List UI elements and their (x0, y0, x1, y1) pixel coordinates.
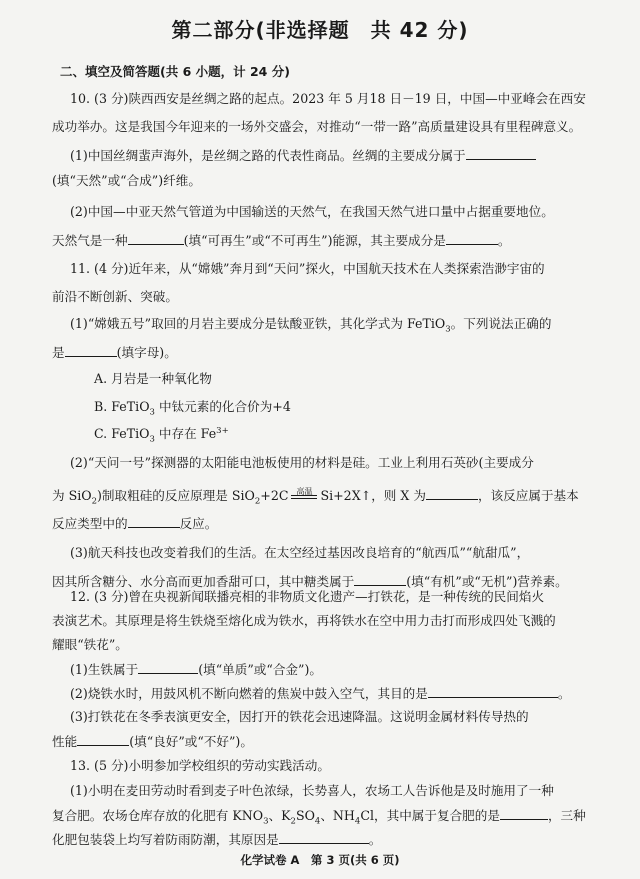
q10-part1-line2: (填“天然”或“合成”)纤维。 (52, 173, 201, 188)
page-title: 第二部分(非选择题 共 42 分) (171, 18, 469, 42)
section-heading: 二、填空及简答题(共 6 小题，计 24 分) (60, 64, 290, 79)
text-run: 3 (263, 816, 269, 827)
answer-blank (428, 684, 558, 698)
text-run: Cl，其中属于复合肥的是 (360, 808, 500, 823)
q12-intro-line1: 12. (3 分)曾在央视新闻联播亮相的非物质文化遗产—打铁花，是一种传统的民间焰火 (70, 589, 545, 604)
q12-intro-line2: 表演艺术。其原理是将生铁烧至熔化成为铁水，再将铁水在空中用力击打而形成四处飞溅的 (52, 613, 556, 628)
q10-intro-line2: 成功举办。这是我国今年迎来的一场外交盛会，对推动“一带一路”高质量建设具有里程碑意义。 (52, 119, 582, 134)
q11-option-a: A. 月岩是一种氧化物 (94, 371, 212, 386)
answer-blank (500, 806, 548, 820)
q10-part1-line1: (1)中国丝绸蜚声海外，是丝绸之路的代表性商品。丝绸的主要成分属于 (70, 146, 630, 165)
q12-part3-line1: (3)打铁花在冬季表演更安全，因打开的铁花会迅速降温。这说明金属材料传导热的 (70, 709, 529, 724)
reaction-condition: 高温 (290, 486, 318, 504)
q11-part2-line1: (2)“天问一号”探测器的太阳能电池板使用的材料是硅。工业上利用石英砂(主要成分 (70, 455, 534, 470)
q13-intro: 13. (5 分)小明参加学校组织的劳动实践活动。 (70, 758, 330, 773)
q10-part2-line2: 天然气是一种 (填“可再生”或“不可再生”)能源，其主要成分是 。 (52, 233, 511, 248)
q10-intro-line1: 10. (3 分)陕西西安是丝绸之路的起点。2023 年 5 月18 日－19 日，中国—中亚峰会在西安 (70, 91, 586, 106)
answer-blank (128, 514, 180, 528)
q13-part1-line2 (52, 806, 612, 825)
q13-part1-line3 (52, 830, 612, 849)
text-run: SO (295, 808, 315, 823)
q10-part2-line1: (2)中国—中亚天然气管道为中国输送的天然气，在我国天然气进口量中占据重要地位。 (70, 204, 554, 219)
q11-part2-line3: 反应类型中的 反应。 (52, 516, 218, 531)
answer-blank (138, 660, 198, 674)
q11-option-b: B. FeTiO$_3$ 中钛元素的化合价为+4 (94, 399, 291, 418)
answer-blank (77, 732, 129, 746)
answer-blank (466, 146, 536, 160)
q11-intro-line2: 前沿不断创新、突破。 (52, 289, 178, 304)
text-run: 复合肥。农场仓库存放的化肥有 KNO (52, 808, 264, 823)
text-run: 化肥包装袋上均写着防雨防潮，其原因是 (52, 832, 279, 847)
q12-part3-line2: 性能 (填“良好”或“不好”)。 (52, 734, 253, 749)
answer-blank (128, 231, 184, 245)
text-run: 、K (268, 808, 291, 823)
q11-part3-line1: (3)航天科技也改变着我们的生活。在太空经过基因改良培育的“航西瓜”“航甜瓜”， (70, 545, 530, 560)
q12-intro-line3: 耀眼“铁花”。 (52, 637, 128, 652)
q11-part3-line2: 因其所含糖分、水分高而更加香甜可口，其中糖类属于 (填“有机”或“无机”)营养素。 (52, 574, 568, 589)
q11-part2-line2: 为 SiO$_2$)制取粗硅的反应原理是 SiO$_2$+2C 高温 Si+2X↑，则 X 为 ，该反应属于基本 (52, 487, 579, 507)
page-footer: 化学试卷 A 第 3 页(共 6 页) (240, 853, 400, 867)
q12-part2: (2)烧铁水时，用鼓风机不断向燃着的焦炭中鼓入空气，其目的是 。 (70, 686, 571, 701)
q12-part1: (1)生铁属于 (填“单质”或“合金”)。 (70, 662, 322, 677)
answer-blank (426, 486, 478, 500)
text-run: (1)小明在麦田劳动时看到麦子叶色浓绿，长势喜人，农场工人告诉他是及时施用了一种 (70, 783, 554, 798)
text-run: 、NH (320, 808, 355, 823)
text-run: 4 (354, 816, 361, 827)
text-run: 2 (290, 816, 296, 827)
text-run: ，三种 (547, 808, 586, 823)
answer-blank (446, 231, 498, 245)
answer-blank (279, 830, 369, 844)
q11-intro-line1: 11. (4 分)近年来，从“嫦娥”奔月到“天问”探火，中国航天技术在人类探索浩渺宇宙的 (70, 261, 545, 276)
answer-blank (65, 343, 117, 357)
q11-part1-line1: (1)“嫦娥五号”取回的月岩主要成分是钛酸亚铁，其化学式为 FeTiO$_3$。下列说法正确的 (70, 316, 552, 335)
text-run: 4 (314, 816, 321, 827)
text-run: 。 (368, 832, 382, 847)
q13-part1-line1 (70, 782, 630, 800)
q11-part1-line2: 是 (填字母)。 (52, 345, 177, 360)
q11-option-c: C. FeTiO$_3$ 中存在 $Fe^{3+}$ (94, 425, 229, 445)
answer-blank (354, 572, 406, 586)
